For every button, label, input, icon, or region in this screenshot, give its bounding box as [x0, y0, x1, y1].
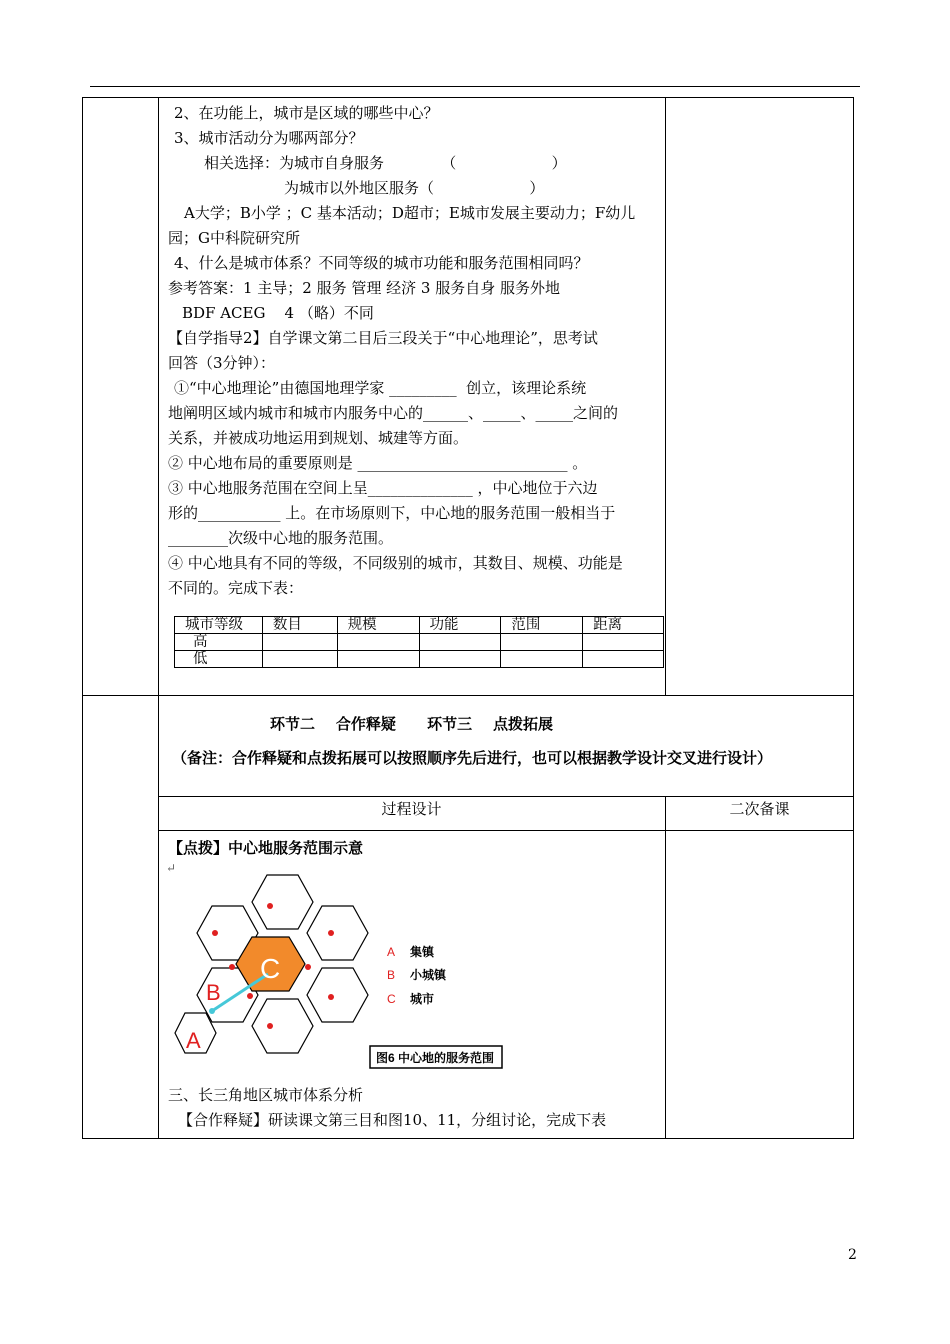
table-header-cell: 规模: [337, 617, 419, 634]
item4-text-1: ④ 中心地具有不同的等级，不同级别的城市，其数目、规模、功能是: [168, 554, 623, 572]
guide2-text-1: 【自学指导2】自学课文第二目后三段关于“中心地理论”，思考试: [168, 329, 598, 347]
legend-label: 城市: [410, 992, 435, 1006]
table-header-cell: 范围: [501, 617, 583, 634]
item3-text-2: 形的___________ 上。在市场原则下，中心地的服务范围一般相当于: [168, 504, 616, 522]
table-header-cell: 功能: [419, 617, 501, 634]
item3-text-1: ③ 中心地服务范围在空间上呈______________ ，中心地位于六边: [168, 479, 598, 497]
item1-text-1: ①“中心地理论”由德国地理学家 _________ 创立，该理论系统: [174, 379, 587, 397]
col-divider-right-top: [665, 97, 666, 695]
col-divider-right-bottom: [665, 796, 666, 1139]
table-header-cell: 数目: [262, 617, 337, 634]
col-divider-left-top: [158, 97, 159, 695]
central-place-diagram: [170, 866, 510, 1076]
row-divider-1: [82, 695, 854, 696]
legend-letter: B: [387, 968, 396, 982]
header-rule: [90, 86, 860, 87]
label-C: C: [260, 953, 281, 984]
table-row: [175, 651, 664, 668]
table-header-cell: 距离: [583, 617, 664, 634]
label-B: B: [206, 980, 221, 1005]
hexagon: [307, 906, 368, 960]
answer-text-2: BDF ACEG 4 （略）不同: [182, 304, 374, 322]
section2-note: （备注：合作释疑和点拨拓展可以按照顺序先后进行，也可以根据教学设计交叉进行设计）: [172, 749, 773, 767]
choice-outside-text: 为城市以外地区服务（ ）: [284, 179, 545, 197]
hexagon: [252, 875, 313, 929]
cooperation-text: 【合作释疑】研读课文第三目和图10、11，分组讨论，完成下表: [178, 1111, 607, 1129]
legend-label: 小城镇: [410, 968, 447, 982]
city-level-table: [174, 616, 664, 668]
table-row-label: 低: [175, 651, 263, 668]
table-header-cell: 城市等级: [175, 617, 263, 634]
table-row-label: 高: [175, 634, 263, 651]
col-header-secondary: 二次备课: [729, 800, 790, 818]
dianbo-heading: 【点拨】中心地服务范围示意: [168, 839, 364, 857]
answer-text-1: 参考答案：1 主导；2 服务 管理 经济 3 服务自身 服务外地: [168, 279, 561, 297]
table-row: [175, 634, 664, 651]
col-header-process: 过程设计: [381, 800, 442, 818]
legend-letter: C: [387, 992, 396, 1006]
table-header-row: [175, 617, 664, 634]
options-text-1: A大学；B小学 ；C 基本活动；D超市；E城市发展主要动力；F幼儿: [184, 204, 636, 222]
hexagon: [307, 968, 368, 1022]
page-number: 2: [848, 1247, 857, 1263]
figure-caption: 图6 中心地的服务范围: [376, 1051, 495, 1065]
item3-text-3: ________次级中心地的服务范围。: [168, 529, 394, 547]
guide2-text-2: 回答（3分钟）：: [168, 354, 276, 372]
legend: [387, 944, 447, 1006]
label-A: A: [186, 1028, 201, 1053]
options-text-2: 园；G中科院研究所: [168, 229, 300, 247]
section2-title: 环节二 合作释疑 环节三 点拨拓展: [269, 715, 554, 733]
choice-self-text: 相关选择：为城市自身服务 （ ）: [204, 154, 567, 172]
section3-heading: 三、长三角地区城市体系分析: [168, 1086, 364, 1104]
item4-text-2: 不同的。完成下表：: [168, 579, 304, 597]
col-divider-left-bottom: [158, 695, 159, 1139]
return-mark: ↵: [166, 861, 177, 875]
legend-label: 集镇: [410, 945, 435, 959]
hexagon: [252, 999, 313, 1053]
item2-text: ② 中心地布局的重要原则是 ____________________________ 。: [168, 454, 588, 472]
q2-text: 2、在功能上，城市是区域的哪些中心？: [174, 104, 439, 122]
q4-text: 4、什么是城市体系？不同等级的城市功能和服务范围相同吗？: [174, 254, 589, 272]
row-divider-3: [158, 830, 854, 831]
item1-text-2: 地阐明区域内城市和城市内服务中心的______、_____、_____之间的: [168, 404, 619, 422]
connector-dot: [209, 1008, 215, 1014]
legend-letter: A: [387, 945, 396, 959]
item1-text-3: 关系，并被成功地运用到规划、城建等方面。: [168, 429, 469, 447]
q3-text: 3、城市活动分为哪两部分？: [174, 129, 364, 147]
